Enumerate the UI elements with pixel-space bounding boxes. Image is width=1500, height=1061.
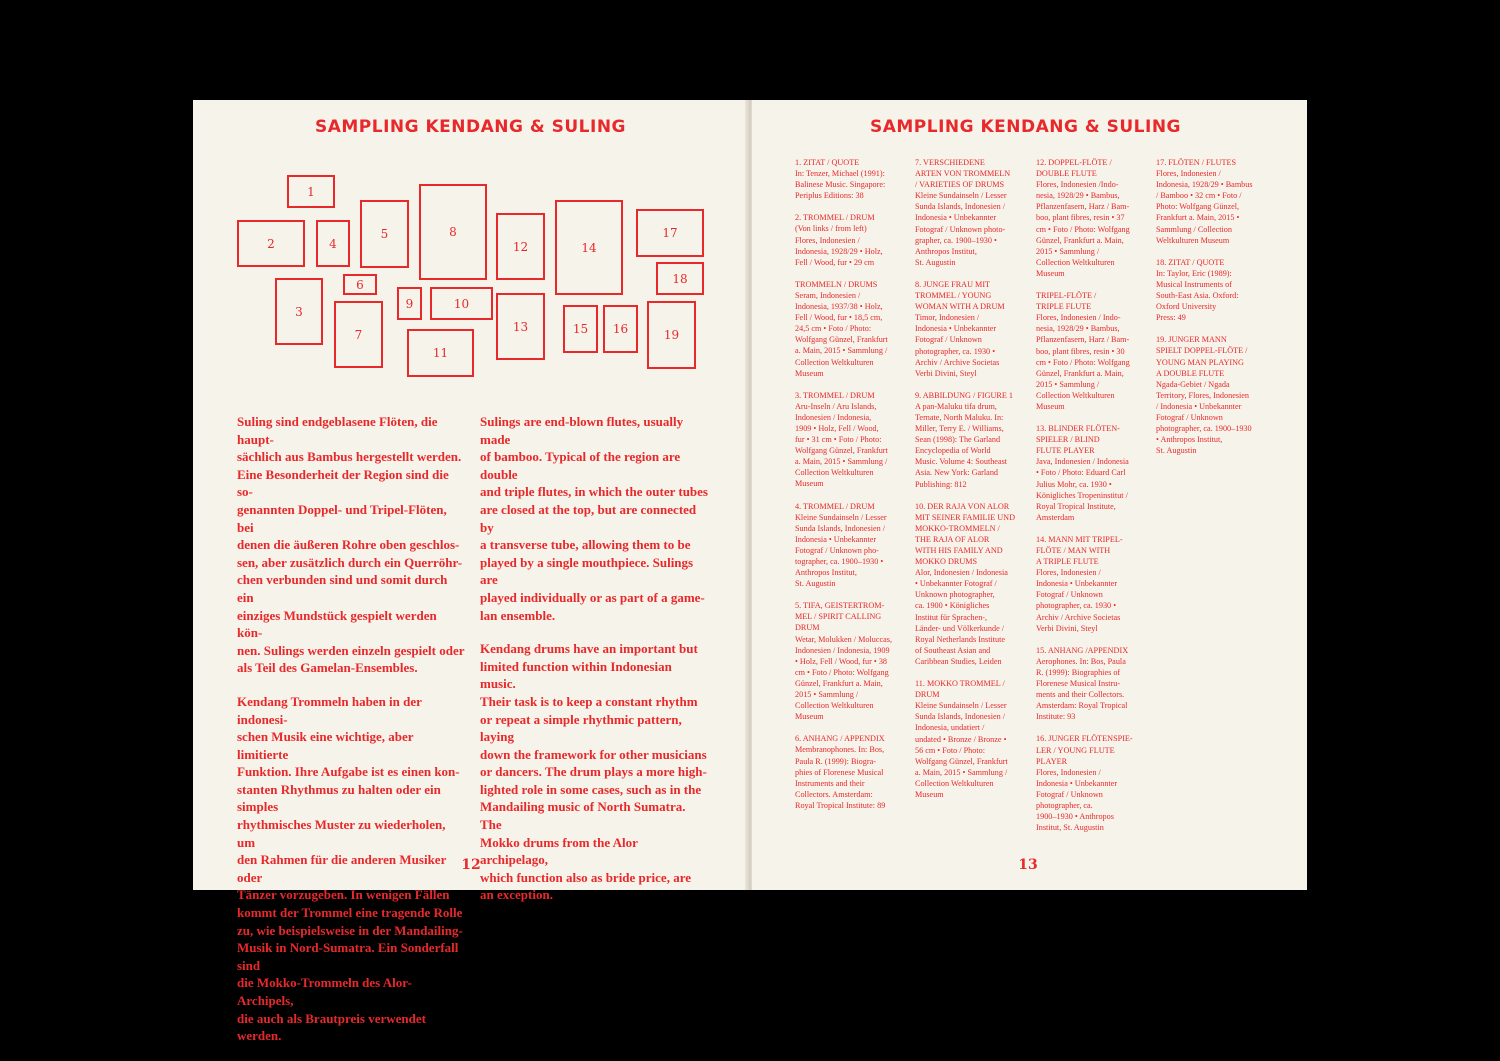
frame-10: 10 [430, 287, 493, 320]
frame-6: 6 [343, 274, 377, 295]
frame-18: 18 [656, 262, 704, 295]
credit-entry: 3. TROMMEL / DRUM Aru-Inseln / Aru Islands, Indonesien / Indonesia, 1909 • Holz, Fell / Wood, fur • 31 cm • Foto / Photo: Wolfgang Günzel, Frankfurt a. Main, 2015 • Sammlung / Collection Weltkulturen Museum [795, 390, 888, 489]
credit-entry: 14. MANN MIT TRIPEL- FLÖTE / MAN WITH A TRIPLE FLUTE Flores, Indonesien / Indonesia • Unbekannter Fotograf / Unknown photographer, ca. 1930 • Archiv / Archive Societas Verbi Divini, Steyl [1036, 534, 1123, 633]
frame-4: 4 [316, 220, 350, 267]
frame-19: 19 [647, 301, 696, 369]
credit-entry: 7. VERSCHIEDENE ARTEN VON TROMMELN / VARIETIES OF DRUMS Kleine Sundainseln / Lesser Sunda Islands, Indonesien / Indonesia • Unbekannter Fotograf / Unknown photo- grapher, ca. 1900–1930 • Anthropos Institut, St. Augustin [915, 158, 1011, 267]
credit-entry: 18. ZITAT / QUOTE In: Taylor, Eric (1989): Musical Instruments of South-East Asia. Oxford: Oxford University Press: 49 [1156, 257, 1239, 323]
german-paragraph-kendang: Kendang Trommeln haben in der indonesi- schen Musik eine wichtige, aber limitierte Funktion. Ihre Aufgabe ist es einen kon- stanten Rhythmus zu halten oder ein simples rhythmisches Muster zu wiederholen, um den Rahmen für die anderen Musiker oder Tänzer vorzugeben. In wenigen Fällen kommt der Trommel eine tragende Rolle zu, wie beispielsweise in der Mandailing- Musik in Nord-Sumatra. Ein Sonderfall sind die Mokko-Trommeln des Alor-Archipels, die auch als Brautpreis verwendet werden. [237, 693, 463, 1044]
frame-2: 2 [237, 220, 305, 267]
credits-column-1 [795, 157, 905, 822]
page-title: SAMPLING KENDANG & SULING [314, 117, 627, 137]
credit-entry: 17. FLÖTEN / FLUTES Flores, Indonesien / Indonesia, 1928/29 • Bambus / Bamboo • 32 cm • Foto / Photo: Wolfgang Günzel, Frankfurt a. Main, 2015 • Sammlung / Collection Weltkulturen Museum [1156, 158, 1253, 245]
german-paragraph-suling: Suling sind endgeblasene Flöten, die haupt- sächlich aus Bambus hergestellt werden. Eine Besonderheit der Region sind die so- genannten Doppel- und Tripel-Flöten, bei denen die äußeren Rohre oben geschlos- sen, aber zusätzlich durch ein Querröhr- chen verbunden sind und somit durch ein einziges Mundstück gespielt werden kön- nen. Sulings werden einzeln gespielt oder als Teil des Gamelan-Ensembles. [237, 414, 465, 676]
credits-column-4 [1156, 157, 1266, 467]
credit-entry: 16. JUNGER FLÖTENSPIE- LER / YOUNG FLUTE PLAYER Flores, Indonesien / Indonesia • Unbekannter Fotograf / Unknown photographer, ca. 1900–1930 • Anthropos Institut, St. Augustin [1036, 734, 1133, 833]
english-paragraph-kendang: Kendang drums have an important but limited function within Indonesian music. Their task is to keep a constant rhythm or repeat a simple rhythmic pattern, laying down the framework for other musicians or dancers. The drum plays a more high- lighted role in some cases, such as in the Mandailing music of North Sumatra. The Mokko drums from the Alor archipelago, which function also as bride price, are an exception. [480, 641, 707, 903]
credit-entry: 2. TROMMEL / DRUM (Von links / from left) Flores, Indonesien / Indonesia, 1928/29 • Holz, Fell / Wood, fur • 29 cm [795, 213, 883, 267]
english-text-column [480, 413, 708, 920]
page-number: 12 [461, 857, 481, 873]
german-text-column [237, 413, 465, 1061]
credit-entry: 9. ABBILDUNG / FIGURE 1 A pan-Maluku tifa drum, Ternate, North Maluku. In: Miller, Terry E. / Williams, Sean (1998): The Garland Encyclopedia of World Music. Volume 4: Southeast Asia. New York: Garland Publishing: 812 [915, 390, 1014, 489]
frame-15: 15 [563, 305, 598, 353]
frame-9: 9 [397, 287, 422, 320]
credit-entry: 15. ANHANG /APPENDIX Aerophones. In: Bos, Paula R. (1999): Biographies of Florenese Musical Instru- ments and their Collectors. Amsterdam: Royal Tropical Institute: 93 [1036, 645, 1129, 722]
frame-17: 17 [636, 209, 704, 257]
frame-14: 14 [555, 200, 623, 295]
credit-entry: 5. TIFA, GEISTERTROM- MEL / SPIRIT CALLING DRUM Wetar, Molukken / Moluccas, Indonesien / Indonesia, 1909 • Holz, Fell / Wood, fur • 38 cm • Foto / Photo: Wolfgang Günzel, Frankfurt a. Main, 2015 • Sammlung / Collection Weltkulturen Museum [795, 601, 893, 722]
frame-7: 7 [334, 301, 383, 368]
frame-12: 12 [496, 213, 545, 280]
frame-1: 1 [287, 175, 335, 208]
credit-entry: 12. DOPPEL-FLÖTE / DOUBLE FLUTE Flores, Indonesien /Indo- nesia, 1928/29 • Bambus, Pflanzenfasern, Harz / Bam- boo, plant fibres, resin • 37 cm • Foto / Photo: Wolfgang Günzel, Frankfurt a. Main, 2015 • Sammlung / Collection Weltkulturen Museum [1036, 158, 1130, 278]
credit-entry: 6. ANHANG / APPENDIX Membranophones. In: Bos, Paula R. (1999): Biogra- phies of Florenese Musical Instruments and their Collectors. Amsterdam: Royal Tropical Institute: 89 [795, 734, 886, 810]
frame-5: 5 [360, 200, 409, 268]
frame-13: 13 [496, 293, 545, 360]
credits-column-2 [915, 157, 1025, 811]
credit-entry: 10. DER RAJA VON ALOR MIT SEINER FAMILIE UND MOKKO-TROMMELN / THE RAJA OF ALOR WITH HIS FAMILY AND MOKKO DRUMS Alor, Indonesien / Indonesia • Unbekannter Fotograf / Unknown photographer, ca. 1900 • Königliches Institut für Sprachen-, Länder- und Völkerkunde / Royal Netherlands Institute of Southeast Asian and Caribbean Studies, Leiden [915, 501, 1015, 666]
credit-entry: 11. MOKKO TROMMEL / DRUM Kleine Sundainseln / Lesser Sunda Islands, Indonesien / Indonesia, undatiert / undated • Bronze / Bronze • 56 cm • Foto / Photo: Wolfgang Günzel, Frankfurt a. Main, 2015 • Sammlung / Collection Weltkulturen Museum [915, 679, 1008, 799]
credit-entry: 4. TROMMEL / DRUM Kleine Sundainseln / Lesser Sunda Islands, Indonesien / Indonesia • Unbekannter Fotograf / Unknown pho- tographer, ca. 1900–1930 • Anthropos Institut, St. Augustin [795, 501, 887, 589]
frame-8: 8 [419, 184, 487, 280]
page-number: 13 [1018, 857, 1038, 873]
credit-entry: 1. ZITAT / QUOTE In: Tenzer, Michael (1991): Balinese Music. Singapore: Periplus Editions: 38 [795, 158, 886, 201]
english-paragraph-suling: Sulings are end-blown flutes, usually made of bamboo. Typical of the region are double and triple flutes, in which the outer tubes are closed at the top, but are connected by a transverse tube, allowing them to be played by a single mouthpiece. Sulings are played individually or as part of a game- lan ensemble. [480, 414, 708, 623]
right-page [752, 100, 1307, 890]
credit-entry: 13. BLINDER FLÖTEN- SPIELER / BLIND FLUTE PLAYER Java, Indonesien / Indonesia • Foto / Photo: Eduard Carl Julius Mohr, ca. 1930 • Königliches Tropeninstitut / Royal Tropical Institute, Amsterdam [1036, 424, 1129, 522]
credit-entry: TROMMELN / DRUMS Seram, Indonesien / Indonesia, 1937/38 • Holz, Fell / Wood, fur • 18,5 cm, 24,5 cm • Foto / Photo: Wolfgang Günzel, Frankfurt a. Main, 2015 • Sammlung / Collection Weltkulturen Museum [795, 279, 888, 378]
page-title: SAMPLING KENDANG & SULING [869, 117, 1182, 137]
credit-entry: 8. JUNGE FRAU MIT TROMMEL / YOUNG WOMAN WITH A DRUM Timor, Indonesien / Indonesia • Unbekannter Fotograf / Unknown photographer, ca. 1930 • Archiv / Archive Societas Verbi Divini, Steyl [915, 279, 1005, 378]
frame-16: 16 [603, 305, 638, 353]
credits-column-3 [1036, 157, 1146, 844]
frame-11: 11 [407, 329, 474, 377]
credit-entry: 19. JUNGER MANN SPIELT DOPPEL-FLÖTE / YOUNG MAN PLAYING A DOUBLE FLUTE Ngada-Gebiet / Ngada Territory, Flores, Indonesien / Indonesia • Unbekannter Fotograf / Unknown photographer, ca. 1900–1930 • Anthropos Institut, St. Augustin [1156, 335, 1252, 456]
credit-entry: TRIPEL-FLÖTE / TRIPLE FLUTE Flores, Indonesien / Indo- nesia, 1928/29 • Bambus, Pflanzenfasern, Harz / Bam- boo, plant fibres, resin • 30 cm • Foto / Photo: Wolfgang Günzel, Frankfurt a. Main, 2015 • Sammlung / Collection Weltkulturen Museum [1036, 291, 1130, 411]
frame-3: 3 [275, 278, 323, 345]
left-page [193, 100, 748, 1044]
